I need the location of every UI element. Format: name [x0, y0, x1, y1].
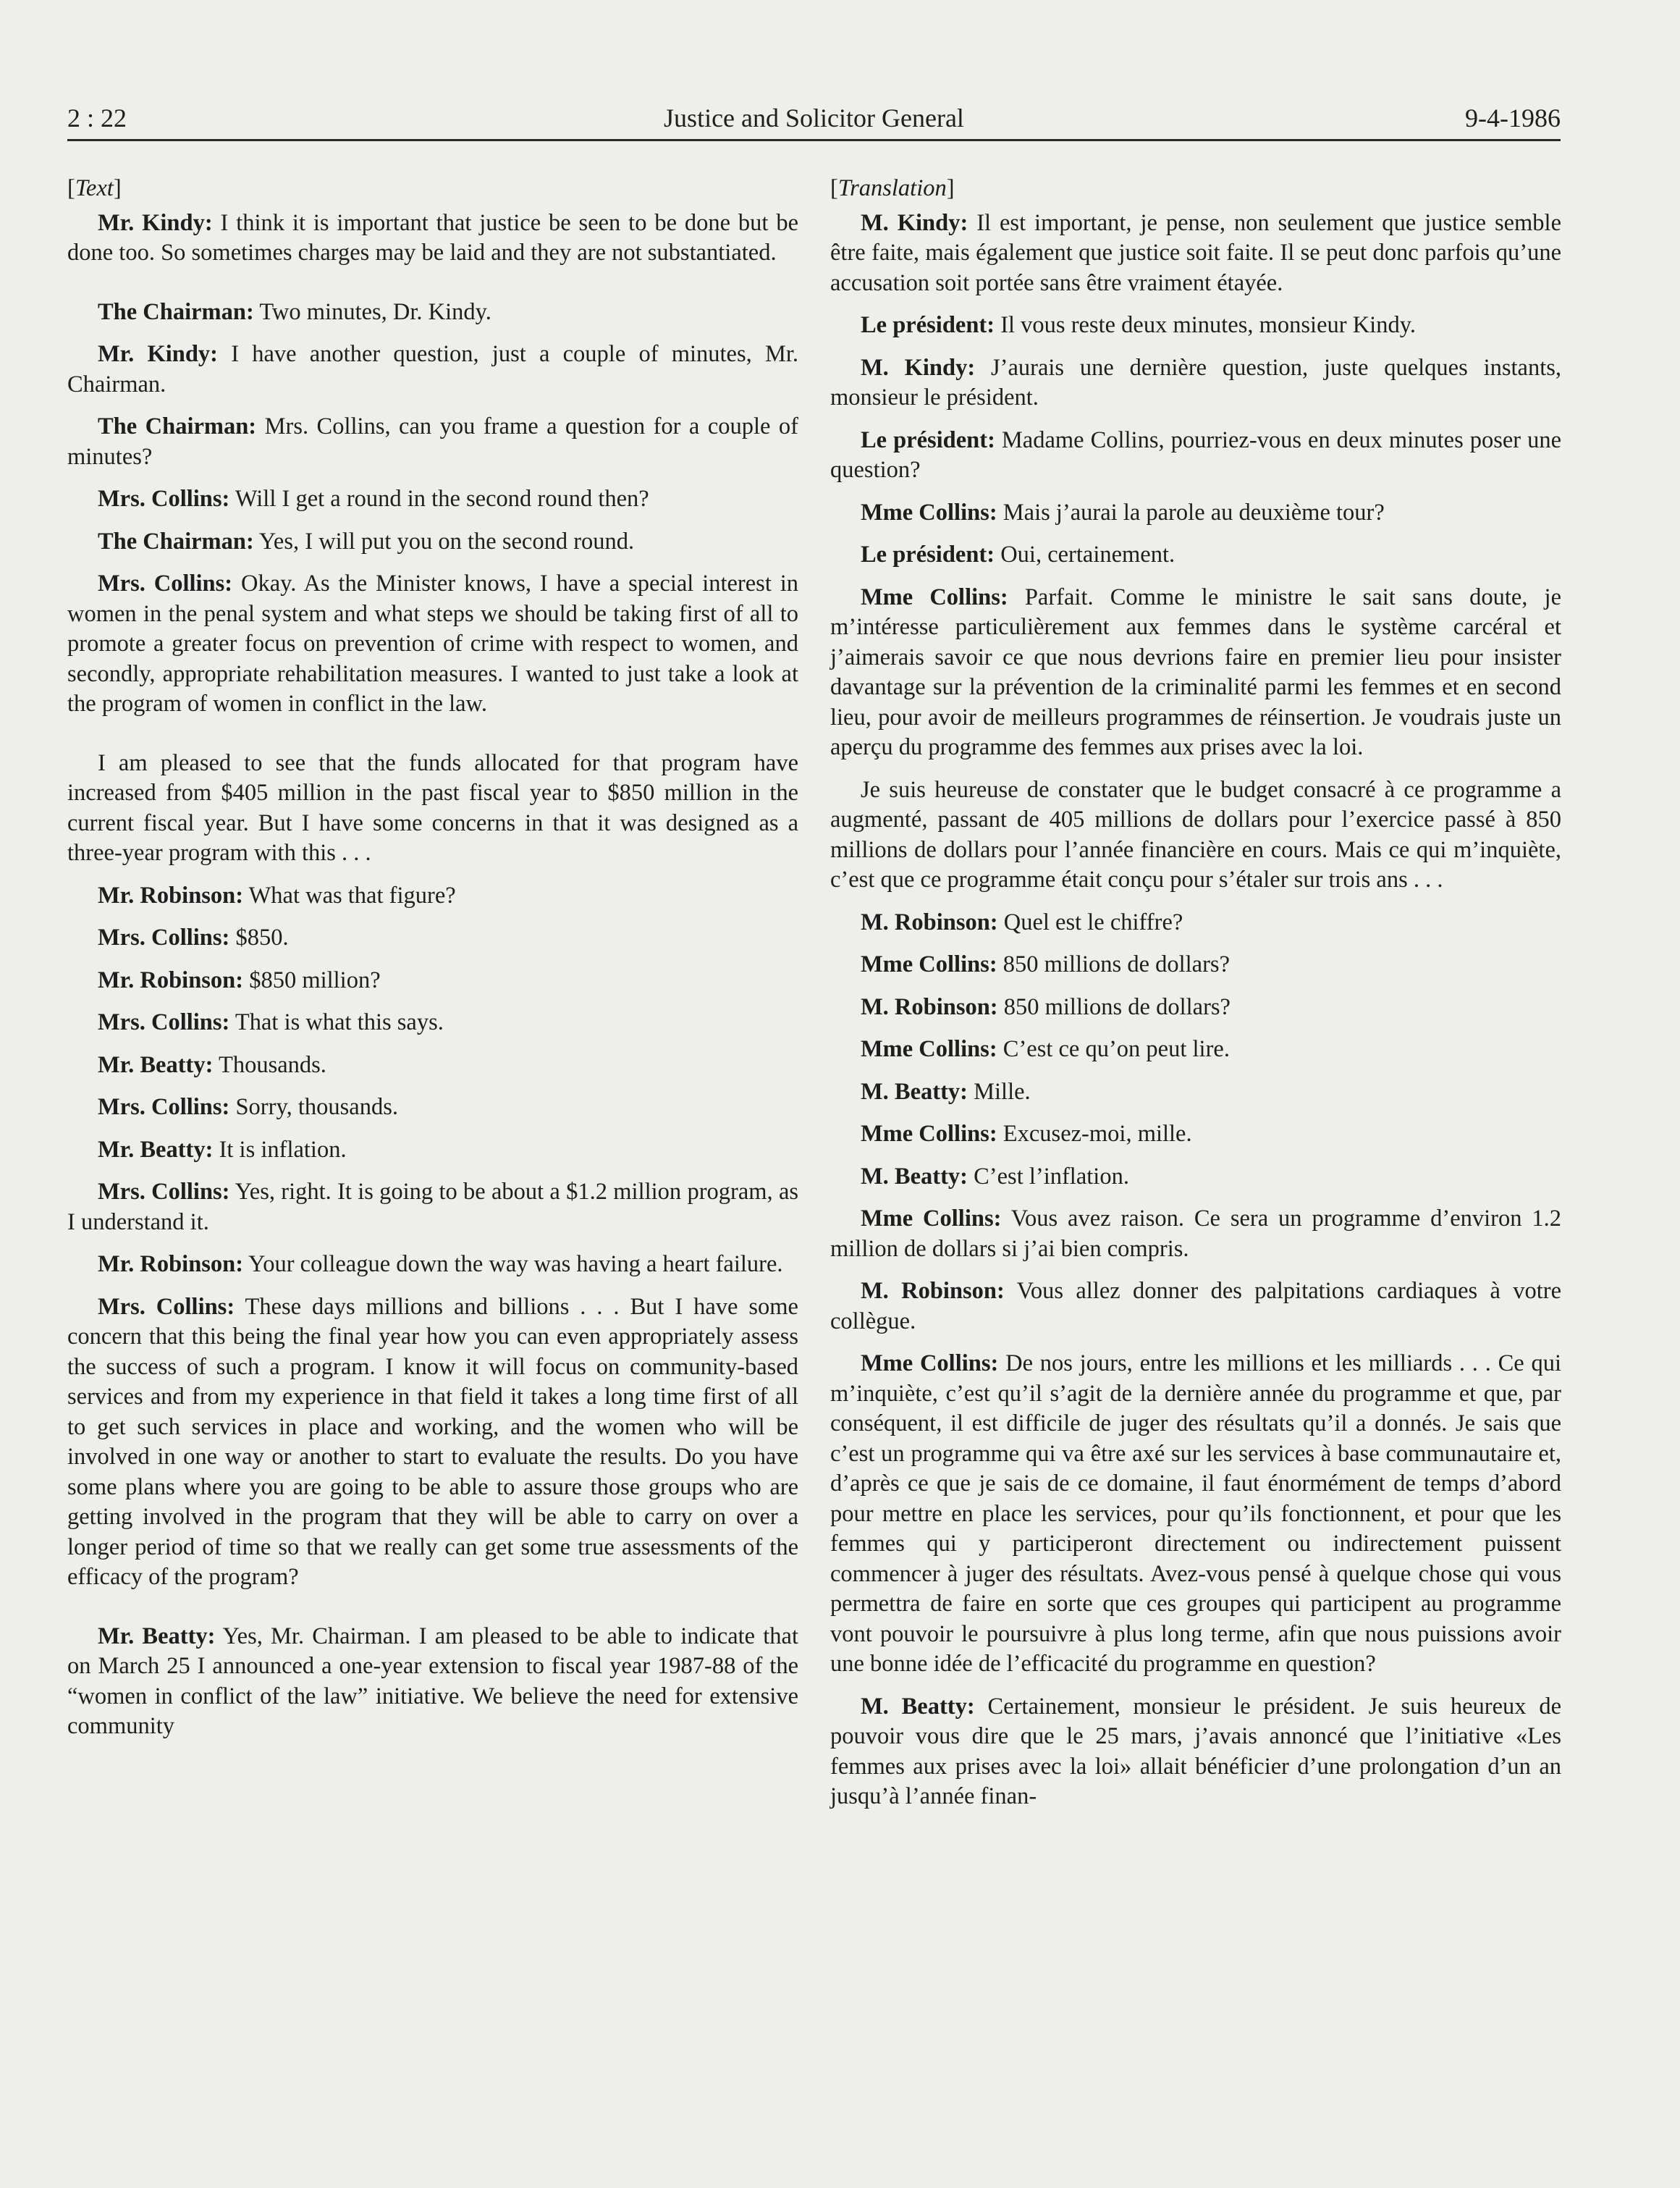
speech-text: Yes, I will put you on the second round. [258, 528, 635, 555]
speech-text: That is what this says. [235, 1009, 444, 1035]
speaker-name: Mme Collins: [861, 499, 997, 526]
transcript-paragraph [67, 966, 798, 996]
transcript-paragraph [830, 540, 1561, 571]
transcript-paragraph [67, 1250, 798, 1280]
speech-text: Yes, right. It is going to be about a $1.2 million program, as I understand it. [67, 1179, 799, 1235]
transcript-paragraph [830, 311, 1561, 341]
speaker-name: M. Kindy: [861, 209, 968, 236]
section-tag: [Translation] [830, 175, 955, 201]
speech-text: Excusez-moi, mille. [1002, 1121, 1192, 1147]
speech-text: Oui, certainement. [1000, 542, 1175, 568]
transcript-paragraph [830, 775, 1561, 896]
speaker-name: M. Kindy: [861, 354, 976, 381]
transcript-paragraph [67, 1292, 798, 1593]
speech-text: Il vous reste deux minutes, monsieur Kindy. [1000, 312, 1416, 338]
speaker-name: Mr. Kindy: [98, 209, 213, 236]
speech-text: Quel est le chiffre? [1003, 909, 1183, 935]
speech-text: Your colleague down the way was having a heart failure. [248, 1251, 783, 1277]
speaker-name: Mr. Robinson: [98, 967, 244, 993]
transcript-paragraph [67, 1622, 798, 1742]
speech-text: Sorry, thousands. [235, 1094, 398, 1120]
transcript-paragraph [830, 1276, 1561, 1337]
speaker-name: Mr. Beatty: [98, 1136, 214, 1163]
speaker-name: Le président: [861, 542, 995, 568]
transcript-paragraph [830, 1349, 1561, 1680]
speech-text: Mais j’aurai la parole au deuxième tour? [1002, 499, 1385, 526]
speaker-name: Mme Collins: [861, 1350, 999, 1376]
transcript-paragraph [67, 298, 798, 328]
page-number: 2 : 22 [67, 104, 127, 132]
speech-text: Il est important, je pense, non seulement que justice semble être faite, mais également que justice soit faite. Il se peut donc parfois qu’une accusation soit portée sans être vraiment étayée. [830, 209, 1561, 296]
transcript-paragraph [67, 412, 798, 472]
transcript-paragraph [67, 527, 798, 557]
speech-text: C’est ce qu’on peut lire. [1002, 1036, 1230, 1062]
speech-text: I am pleased to see that the funds allocated for that program have increased from $405 million in the past fiscal year to $850 million in the current fiscal year. But I have some concerns in that it was designed as a three-year program with this . . . [67, 749, 798, 866]
transcript-paragraph [67, 881, 798, 912]
transcript-paragraph [67, 209, 798, 269]
speech-text: 850 millions de dollars? [1002, 951, 1231, 977]
french-column [830, 174, 1561, 1825]
transcript-paragraph [830, 908, 1561, 938]
transcript-paragraph [67, 1177, 798, 1237]
speaker-name: Mrs. Collins: [98, 571, 233, 597]
speaker-name: Mme Collins: [861, 1036, 997, 1062]
speech-text: It is inflation. [219, 1136, 347, 1163]
speech-text: What was that figure? [248, 882, 456, 909]
transcript-paragraph [830, 1035, 1561, 1065]
speaker-name: Mr. Robinson: [98, 1251, 244, 1277]
speech-text: De nos jours, entre les millions et les milliards . . . Ce qui m’inquiète, c’est qu’il s’agit de la dernière année du programme et que, par conséquent, il est difficile de juger des résultats qu’il a donnés. Je sais que c’est un programme qui va être axé sur les services à base communautaire et, d’après ce que je sais de ce domaine, il faut énormément de temps d’abord pour mettre en place les services, pour qu’ils fonctionnent, et pour que les femmes qui y participeront directement ou indirectement puissent commencer à juger des résultats. Avez-vous pensé à quelque chose qui vous permettra de faire en sorte que ces groupes qui participent au programme vont pouvoir le poursuivre à plus long terme, afin que nous puissions avoir une bonne idée de l’efficacité du programme en question? [830, 1350, 1562, 1677]
speaker-name: M. Beatty: [861, 1693, 975, 1720]
speech-text: Mrs. Collins, can you frame a question for a couple of minutes? [67, 413, 798, 470]
transcript-paragraph [830, 993, 1561, 1023]
speech-text: Vous avez raison. Ce sera un programme d’environ 1.2 million de dollars si j’ai bien compris. [830, 1205, 1561, 1262]
speaker-name: Mme Collins: [861, 584, 1008, 610]
speaker-name: The Chairman: [98, 298, 254, 325]
transcript-paragraph [830, 426, 1561, 486]
transcript-paragraph [830, 209, 1561, 299]
speech-text: 850 millions de dollars? [1003, 993, 1231, 1020]
speech-text: Vous allez donner des palpitations cardiaques à votre collègue. [830, 1278, 1561, 1334]
speaker-name: M. Robinson: [861, 1278, 1005, 1304]
speech-text: $850 million? [249, 967, 381, 993]
speaker-name: The Chairman: [98, 413, 257, 439]
speech-text: J’aurais une dernière question, juste quelques instants, monsieur le président. [830, 354, 1562, 411]
section-tag: [Text] [67, 175, 122, 201]
speech-text: These days millions and billions . . . But I have some concern that this being the final year how you can even appropriately assess the success of such a program. I know it will focus on community-based services and from my experience in that field it takes a long time first of all to get such services in place and working, and the women who will be involved in one way or another to start to evaluate the results. Do you have some plans where you are going to be able to assure those groups who are getting involved in the program that they will be able to carry on over a longer period of time so that we really can get some true assessments of the efficacy of the program? [67, 1293, 798, 1590]
page-header [67, 101, 1561, 141]
speech-text: $850. [235, 925, 289, 951]
transcript-paragraph [830, 950, 1561, 980]
speech-text: Certainement, monsieur le président. Je suis heureux de pouvoir vous dire que le 25 mars, j’avais annoncé que l’initiative «Les femmes aux prises avec la loi» allait bénéficier d’une prolongation d’un an jusqu’à l’année finan- [830, 1693, 1562, 1809]
transcript-paragraph [67, 484, 798, 515]
speaker-name: Mrs. Collins: [98, 1094, 230, 1120]
transcript-paragraph [830, 1077, 1561, 1108]
speech-text: I have another question, just a couple of minutes, Mr. Chairman. [67, 341, 799, 397]
transcript-paragraph [67, 749, 798, 869]
running-title: Justice and Solicitor General [664, 104, 964, 132]
transcript-paragraph [67, 1135, 798, 1166]
speech-text: I think it is important that justice be seen to be done but be done too. So sometimes charges may be laid and they are not substantiated. [67, 209, 799, 266]
speaker-name: M. Robinson: [861, 909, 998, 935]
transcript-paragraph [830, 1204, 1561, 1264]
speech-text: Thousands. [218, 1051, 326, 1078]
transcript-paragraph [830, 498, 1561, 529]
speaker-name: Mrs. Collins: [98, 925, 230, 951]
speaker-name: Mr. Beatty: [98, 1051, 214, 1078]
transcript-paragraph [67, 1051, 798, 1081]
speaker-name: Mrs. Collins: [98, 1009, 230, 1035]
transcript-paragraph [830, 1119, 1561, 1150]
speaker-name: Mme Collins: [861, 951, 997, 977]
speaker-name: Mr. Robinson: [98, 882, 244, 909]
transcript-paragraph [67, 1093, 798, 1123]
speech-text: Will I get a round in the second round then? [235, 486, 649, 512]
transcript-paragraph [67, 340, 798, 400]
transcript-paragraph [67, 923, 798, 954]
speech-text: Madame Collins, pourriez-vous en deux minutes poser une question? [830, 426, 1562, 483]
speech-text: Mille. [974, 1078, 1031, 1105]
transcript-paragraph [830, 1162, 1561, 1192]
speaker-name: Mr. Kindy: [98, 341, 218, 367]
speaker-name: Mrs. Collins: [98, 1179, 230, 1205]
speaker-name: M. Beatty: [861, 1163, 968, 1190]
transcript-paragraph [830, 1692, 1561, 1812]
speech-text: Yes, Mr. Chairman. I am pleased to be able to indicate that on March 25 I announced a one-year extension to fiscal year 1987-88 of the “women in conflict of the law” initiative. We believe the need for extensive community [67, 1623, 798, 1739]
transcript-paragraph [67, 569, 798, 720]
speaker-name: The Chairman: [98, 528, 254, 555]
transcript-paragraph [830, 353, 1561, 413]
speaker-name: Mrs. Collins: [98, 1293, 235, 1320]
speaker-name: Le président: [861, 426, 995, 453]
speech-text: Je suis heureuse de constater que le budget consacré à ce programme a augmenté, passant de 405 millions de dollars pour l’exercice passé à 850 millions de dollars pour l’année financière en cours. Mais ce qui m’inquiète, c’est que ce programme était conçu pour s’étaler sur trois ans . . . [830, 776, 1561, 893]
speech-text: Parfait. Comme le ministre le sait sans doute, je m’intéresse particulièrement aux femmes dans le système carcéral et j’aimerais savoir ce que nous devrions faire en premier lieu pour insister davantage sur la prévention de la criminalité parmi les femmes et en second lieu, pour avoir de meilleurs programmes de réinsertion. Je voudrais juste un aperçu du programme des femmes aux prises avec la loi. [830, 584, 1562, 760]
speaker-name: Mme Collins: [861, 1121, 997, 1147]
speaker-name: M. Robinson: [861, 993, 998, 1020]
speech-text: Okay. As the Minister knows, I have a special interest in women in the penal system and what steps we should be taking first of all to promote a greater focus on prevention of crime with respect to women, and secondly, appropriate rehabilitation measures. I wanted to just take a look at the program of women in conflict in the law. [67, 571, 799, 717]
speaker-name: Mme Collins: [861, 1205, 1002, 1232]
transcript-paragraph [830, 583, 1561, 763]
speech-text: Two minutes, Dr. Kindy. [259, 298, 491, 325]
english-column [67, 174, 798, 1754]
speaker-name: M. Beatty: [861, 1078, 968, 1105]
speaker-name: Le président: [861, 312, 995, 338]
header-date: 9-4-1986 [1465, 104, 1561, 132]
transcript-paragraph [67, 1008, 798, 1038]
speaker-name: Mr. Beatty: [98, 1623, 216, 1649]
speech-text: C’est l’inflation. [974, 1163, 1129, 1190]
speaker-name: Mrs. Collins: [98, 486, 230, 512]
